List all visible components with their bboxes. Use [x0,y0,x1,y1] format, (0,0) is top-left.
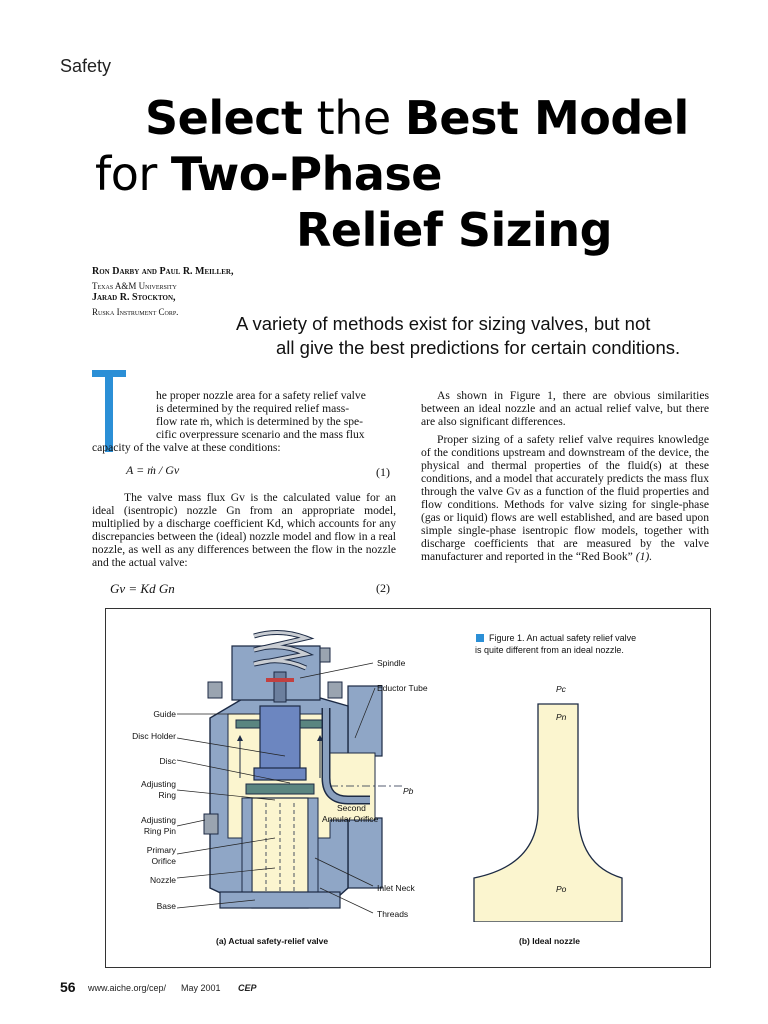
label-adjusting-ring-2: Ring [158,790,176,800]
p1-line-2: is determined by the required relief mass- [156,402,350,415]
figure-caption-1: Figure 1. An actual safety relief valve [489,633,637,643]
footer-date: May 2001 [181,983,221,993]
author-2-affiliation: Ruska Instrument Corp. [92,307,179,317]
title-select: Select [145,91,303,145]
p1-line-4: cific overpressure scenario and the mass flux [156,428,365,441]
p1-line-5: capacity of the valve at these conditions: [92,441,281,454]
label-second-1: Second [337,803,366,813]
subcaption-a: (a) Actual safety-relief valve [216,936,329,946]
paragraph-3: As shown in Figure 1, there are obvious similarities between an ideal nozzle and an actual relief valve, but there are also significant differences. [421,389,709,428]
caption-square [476,634,484,642]
label-spindle: Spindle [377,658,406,668]
equation-2: Gv = Kd Gn [110,581,175,596]
figure-caption-2: is quite different from an ideal nozzle. [475,645,624,655]
label-second-2: Annular Orifice [322,814,379,824]
drop-cap-t [92,370,126,452]
label-primary-orifice-1: Primary [146,845,176,855]
title-line-1 [145,90,689,146]
footer-url[interactable]: www.aiche.org/cep/ [88,983,167,993]
equation-2-number: (2) [376,581,390,595]
title-the: the [302,91,405,145]
p1-line-3: flow rate ṁ, which is determined by the spe- [156,415,364,428]
title-line-3 [296,202,612,258]
equation-1: A = ṁ / Gv [126,463,180,477]
p1-line-1: he proper nozzle area for a safety relief valve [156,389,366,402]
label-primary-orifice-2: Orifice [151,856,176,866]
label-disc: Disc [159,756,176,766]
author-2: Jarad R. Stockton, [92,292,176,303]
label-po: Po [556,884,567,894]
label-adjusting-ring-pin-1: Adjusting [141,815,176,825]
subcaption-b: (b) Ideal nozzle [519,936,580,946]
author-1: Ron Darby and Paul R. Meiller, [92,266,234,277]
label-guide: Guide [153,709,176,719]
deck-line-1: A variety of methods exist for sizing valves, but not [236,313,651,334]
paragraph-4 [421,433,709,563]
label-adjusting-ring-pin-2: Ring Pin [143,826,176,836]
page-number: 56 [60,979,76,995]
title-relief-sizing: Relief Sizing [296,203,612,257]
paragraph-2: The valve mass flux Gv is the calculated value for an ideal (isentropic) nozzle Gn from an appropriate model, multiplied by a discharge coefficient Kd, which accounts for any discrepancies between the (ideal) nozzle model and flow in a real nozzle, as well as any differences between the flow in the nozzle and the actual valve: [92,491,396,569]
title-for: for [95,147,171,201]
label-pn: Pn [556,712,567,722]
label-pc: Pc [556,684,566,694]
title-line-2 [95,146,442,202]
label-adjusting-ring-1: Adjusting [141,779,176,789]
ideal-nozzle-shape [474,704,622,922]
section-label: Safety [60,56,112,76]
deck-line-2: all give the best predictions for certain conditions. [276,337,681,358]
title-best-model: Best Model [404,91,689,145]
paragraph-4-text: Proper sizing of a safety relief valve requires knowledge of the conditions upstream and downstream of the device, the physical and thermal properties of the fluid(s) at these conditions, and a model that accurately predicts the mass flux through the valve Gv as a function of the fluid properties and flow conditions. Methods for valve sizing for single-phase (gas or liquid) flows are well established, and are based upon simple single-phase isentropic flow models, together with discharge coefficients that are measured by the valve manufacturer and reported in the “Red Book” [421,433,709,563]
paragraph-4-ref: (1). [632,550,653,563]
label-nozzle: Nozzle [150,875,176,885]
ideal-nozzle-diagram [470,700,630,922]
author-1-affiliation: Texas A&M University [92,281,177,291]
label-disc-holder: Disc Holder [132,731,176,741]
label-pb: Pb [403,786,414,796]
label-base: Base [156,901,176,911]
footer-magazine: CEP [238,983,257,993]
equation-1-number: (1) [376,465,390,479]
title-two-phase: Two-Phase [170,147,442,201]
label-eductor-tube: Eductor Tube [377,683,428,693]
label-inlet-neck: Inlet Neck [377,883,415,893]
label-threads: Threads [377,909,409,919]
